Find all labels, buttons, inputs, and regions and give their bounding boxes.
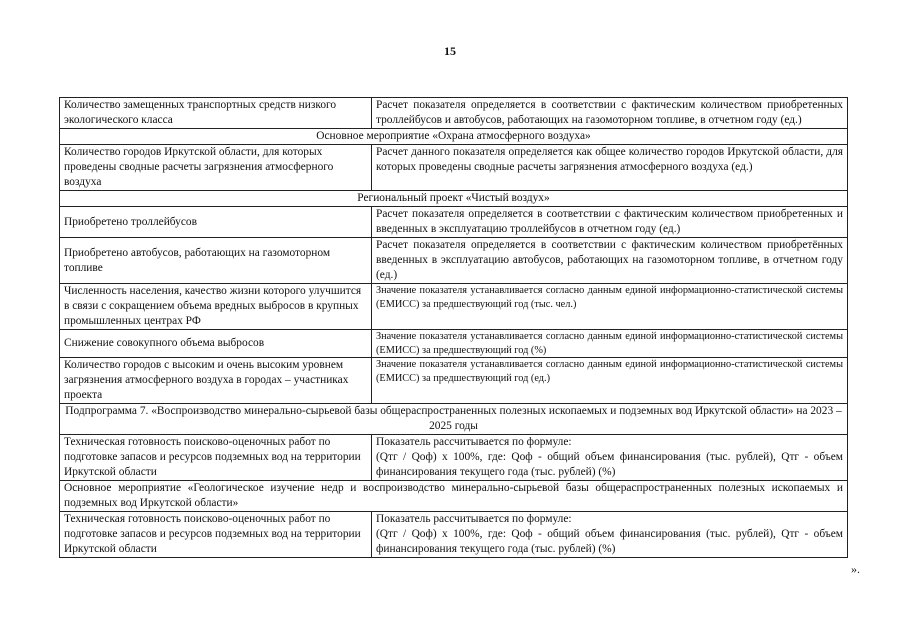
- indicator-name: Количество городов с высоким и очень высоким уровнем загрязнения атмосферного воздуха в городах – участниках проекта: [60, 358, 372, 404]
- formula-text: (Qтг / Qоф) x 100%, где: Qоф - общий объем финансирования (тыс. рублей), Qтг - объем финансирования текущего года (тыс. рублей) (%): [376, 451, 843, 478]
- calculation-method: Расчет показателя определяется в соответствии с фактическим количеством приобретённых введенных в эксплуатацию автобусов, работающих на газомоторном топливе, в отчетном году (ед.): [372, 238, 848, 284]
- calculation-method: Расчет данного показателя определяется как общее количество городов Иркутской области, для которых проведены сводные расчеты загрязнения атмосферного воздуха (ед.): [372, 145, 848, 191]
- calculation-method: [372, 435, 848, 481]
- table-row: [60, 284, 848, 330]
- calculation-method: Значение показателя устанавливается согласно данным единой информационно-статистической системы (ЕМИСС) за предшествующий год (%): [372, 330, 848, 358]
- section-header-row: [60, 191, 848, 207]
- table-row: [60, 330, 848, 358]
- indicator-name: Количество замещенных транспортных средств низкого экологического класса: [60, 98, 372, 129]
- indicator-name: Численность населения, качество жизни которого улучшится в связи с сокращением объема вредных выбросов в крупных промышленных центрах РФ: [60, 284, 372, 330]
- table-row: [60, 435, 848, 481]
- calculation-method: [372, 512, 848, 558]
- main-activity-title: Основное мероприятие «Геологическое изучение недр и воспроизводство минерально-сырьевой базы общераспространенных полезных ископаемых и подземных вод Иркутской области»: [60, 481, 848, 512]
- subprogram-row: [60, 404, 848, 435]
- table-row: [60, 512, 848, 558]
- main-activity-row: [60, 481, 848, 512]
- calculation-method: Расчет показателя определяется в соответствии с фактическим количеством приобретенных троллейбусов и автобусов, работающих на газомоторном топливе, в отчетном году (ед.): [372, 98, 848, 129]
- table-row: [60, 358, 848, 404]
- section-header-row: [60, 129, 848, 145]
- formula-intro: Показатель рассчитывается по формуле:: [376, 513, 572, 525]
- indicator-name: Приобретено автобусов, работающих на газомоторном топливе: [60, 238, 372, 284]
- table-row: [60, 238, 848, 284]
- calculation-method: Значение показателя устанавливается согласно данным единой информационно-статистической системы (ЕМИСС) за предшествующий год (ед.): [372, 358, 848, 404]
- section-header: Региональный проект «Чистый воздух»: [60, 191, 848, 207]
- table-row: [60, 145, 848, 191]
- calculation-method: Значение показателя устанавливается согласно данным единой информационно-статистической системы (ЕМИСС) за предшествующий год (тыс. чел.): [372, 284, 848, 330]
- formula-text: (Qтг / Qоф) x 100%, где: Qоф - общий объем финансирования (тыс. рублей), Qтг - объем финансирования текущего года (тыс. рублей) (%): [376, 528, 843, 555]
- table-row: [60, 98, 848, 129]
- formula-intro: Показатель рассчитывается по формуле:: [376, 436, 572, 448]
- indicators-table: [59, 97, 848, 558]
- indicator-name: Техническая готовность поисково-оценочных работ по подготовке запасов и ресурсов подземных вод на территории Иркутской области: [60, 512, 372, 558]
- indicator-name: Приобретено троллейбусов: [60, 207, 372, 238]
- indicator-name: Количество городов Иркутской области, для которых проведены сводные расчеты загрязнения атмосферного воздуха: [60, 145, 372, 191]
- indicator-name: Снижение совокупного объема выбросов: [60, 330, 372, 358]
- subprogram-title: Подпрограмма 7. «Воспроизводство минерально-сырьевой базы общераспространенных полезных ископаемых и подземных вод Иркутской области» на 2023 – 2025 годы: [60, 404, 848, 435]
- calculation-method: Расчет показателя определяется в соответствии с фактическим количеством приобретенных и введенных в эксплуатацию троллейбусов в отчетном году (ед.): [372, 207, 848, 238]
- indicator-name: Техническая готовность поисково-оценочных работ по подготовке запасов и ресурсов подземных вод на территории Иркутской области: [60, 435, 372, 481]
- table-row: [60, 207, 848, 238]
- section-header: Основное мероприятие «Охрана атмосферного воздуха»: [60, 129, 848, 145]
- page-number: 15: [444, 44, 456, 58]
- closing-quote: ».: [851, 562, 860, 576]
